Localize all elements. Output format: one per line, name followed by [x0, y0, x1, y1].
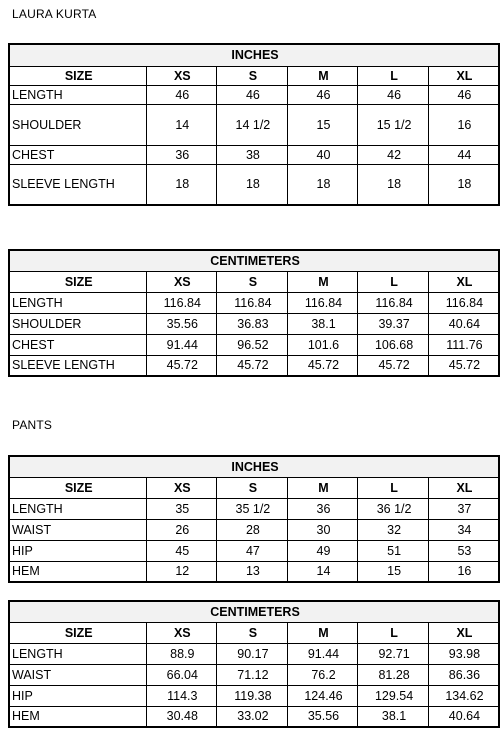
measurement-cell: 44 — [428, 145, 499, 164]
table-row — [9, 292, 499, 313]
pants-centimeters-table — [8, 600, 500, 728]
measurement-cell: 93.98 — [428, 643, 499, 664]
measurement-cell: 16 — [428, 561, 499, 582]
size-l-header: L — [358, 477, 429, 498]
measurement-cell: 96.52 — [217, 334, 288, 355]
measurement-cell: 90.17 — [217, 643, 288, 664]
size-xl-header: XL — [428, 622, 499, 643]
measurement-cell: 134.62 — [428, 685, 499, 706]
measurement-cell: 36 — [146, 145, 217, 164]
unit-header-row — [9, 250, 499, 271]
row-label: LENGTH — [9, 85, 146, 104]
size-s-header: S — [217, 271, 288, 292]
measurement-cell: 18 — [217, 164, 288, 205]
measurement-cell: 15 1/2 — [358, 104, 429, 145]
table-row — [9, 104, 499, 145]
measurement-cell: 45.72 — [287, 355, 358, 376]
size-s-header: S — [217, 622, 288, 643]
size-m-header: M — [287, 622, 358, 643]
measurement-cell: 46 — [146, 85, 217, 104]
measurement-cell: 13 — [217, 561, 288, 582]
measurement-cell: 129.54 — [358, 685, 429, 706]
measurement-cell: 124.46 — [287, 685, 358, 706]
measurement-cell: 14 — [146, 104, 217, 145]
measurement-cell: 45.72 — [146, 355, 217, 376]
table-row — [9, 561, 499, 582]
size-column-header: SIZE — [9, 271, 146, 292]
table-row — [9, 498, 499, 519]
measurement-cell: 30.48 — [146, 706, 217, 727]
size-column-header: SIZE — [9, 66, 146, 85]
pants-section-title: PANTS — [12, 418, 53, 432]
size-xs-header: XS — [146, 622, 217, 643]
measurement-cell: 106.68 — [358, 334, 429, 355]
measurement-cell: 38.1 — [358, 706, 429, 727]
size-xs-header: XS — [146, 477, 217, 498]
measurement-cell: 116.84 — [146, 292, 217, 313]
measurement-cell: 46 — [428, 85, 499, 104]
measurement-cell: 76.2 — [287, 664, 358, 685]
row-label: SLEEVE LENGTH — [9, 355, 146, 376]
size-s-header: S — [217, 477, 288, 498]
size-l-header: L — [358, 271, 429, 292]
measurement-cell: 36 — [287, 498, 358, 519]
row-label: HEM — [9, 706, 146, 727]
measurement-cell: 36.83 — [217, 313, 288, 334]
row-label: LENGTH — [9, 643, 146, 664]
row-label: HIP — [9, 685, 146, 706]
measurement-cell: 35.56 — [146, 313, 217, 334]
row-label: HIP — [9, 540, 146, 561]
measurement-cell: 49 — [287, 540, 358, 561]
row-label: SHOULDER — [9, 104, 146, 145]
measurement-cell: 14 — [287, 561, 358, 582]
size-header-row — [9, 66, 499, 85]
measurement-cell: 45 — [146, 540, 217, 561]
table-row — [9, 706, 499, 727]
measurement-cell: 81.28 — [358, 664, 429, 685]
table-row — [9, 664, 499, 685]
measurement-cell: 38 — [217, 145, 288, 164]
size-xl-header: XL — [428, 271, 499, 292]
measurement-cell: 40.64 — [428, 313, 499, 334]
measurement-cell: 30 — [287, 519, 358, 540]
size-column-header: SIZE — [9, 477, 146, 498]
measurement-cell: 46 — [217, 85, 288, 104]
size-column-header: SIZE — [9, 622, 146, 643]
table-row — [9, 334, 499, 355]
measurement-cell: 91.44 — [146, 334, 217, 355]
measurement-cell: 86.36 — [428, 664, 499, 685]
measurement-cell: 18 — [428, 164, 499, 205]
measurement-cell: 88.9 — [146, 643, 217, 664]
measurement-cell: 119.38 — [217, 685, 288, 706]
table-row — [9, 519, 499, 540]
measurement-cell: 40.64 — [428, 706, 499, 727]
table-row — [9, 643, 499, 664]
unit-label: INCHES — [9, 456, 499, 477]
unit-header-row — [9, 44, 499, 66]
row-label: WAIST — [9, 664, 146, 685]
measurement-cell: 15 — [287, 104, 358, 145]
table-row — [9, 145, 499, 164]
measurement-cell: 34 — [428, 519, 499, 540]
row-label: SLEEVE LENGTH — [9, 164, 146, 205]
unit-label: CENTIMETERS — [9, 250, 499, 271]
size-header-row — [9, 622, 499, 643]
unit-header-row — [9, 456, 499, 477]
size-l-header: L — [358, 622, 429, 643]
row-label: CHEST — [9, 334, 146, 355]
row-label: HEM — [9, 561, 146, 582]
measurement-cell: 66.04 — [146, 664, 217, 685]
measurement-cell: 45.72 — [428, 355, 499, 376]
measurement-cell: 39.37 — [358, 313, 429, 334]
measurement-cell: 40 — [287, 145, 358, 164]
measurement-cell: 38.1 — [287, 313, 358, 334]
measurement-cell: 26 — [146, 519, 217, 540]
measurement-cell: 116.84 — [428, 292, 499, 313]
table-row — [9, 355, 499, 376]
unit-header-row — [9, 601, 499, 622]
size-m-header: M — [287, 477, 358, 498]
table-row — [9, 540, 499, 561]
measurement-cell: 71.12 — [217, 664, 288, 685]
size-xl-header: XL — [428, 66, 499, 85]
measurement-cell: 101.6 — [287, 334, 358, 355]
measurement-cell: 45.72 — [358, 355, 429, 376]
pants-inches-table — [8, 455, 500, 583]
measurement-cell: 46 — [287, 85, 358, 104]
measurement-cell: 53 — [428, 540, 499, 561]
measurement-cell: 111.76 — [428, 334, 499, 355]
kurta-centimeters-table — [8, 249, 500, 377]
measurement-cell: 36 1/2 — [358, 498, 429, 519]
unit-label: INCHES — [9, 44, 499, 66]
measurement-cell: 32 — [358, 519, 429, 540]
table-row — [9, 685, 499, 706]
size-l-header: L — [358, 66, 429, 85]
measurement-cell: 12 — [146, 561, 217, 582]
table-row — [9, 164, 499, 205]
size-header-row — [9, 477, 499, 498]
measurement-cell: 91.44 — [287, 643, 358, 664]
measurement-cell: 47 — [217, 540, 288, 561]
table-row — [9, 85, 499, 104]
size-header-row — [9, 271, 499, 292]
measurement-cell: 28 — [217, 519, 288, 540]
measurement-cell: 18 — [287, 164, 358, 205]
kurta-inches-table — [8, 43, 500, 206]
measurement-cell: 35 — [146, 498, 217, 519]
measurement-cell: 16 — [428, 104, 499, 145]
measurement-cell: 33.02 — [217, 706, 288, 727]
table-row — [9, 313, 499, 334]
measurement-cell: 46 — [358, 85, 429, 104]
measurement-cell: 114.3 — [146, 685, 217, 706]
size-xl-header: XL — [428, 477, 499, 498]
size-xs-header: XS — [146, 271, 217, 292]
row-label: LENGTH — [9, 292, 146, 313]
kurta-section-title: LAURA KURTA — [12, 7, 97, 21]
measurement-cell: 14 1/2 — [217, 104, 288, 145]
measurement-cell: 92.71 — [358, 643, 429, 664]
measurement-cell: 116.84 — [287, 292, 358, 313]
size-m-header: M — [287, 66, 358, 85]
measurement-cell: 35 1/2 — [217, 498, 288, 519]
measurement-cell: 18 — [146, 164, 217, 205]
unit-label: CENTIMETERS — [9, 601, 499, 622]
measurement-cell: 35.56 — [287, 706, 358, 727]
row-label: CHEST — [9, 145, 146, 164]
row-label: SHOULDER — [9, 313, 146, 334]
measurement-cell: 45.72 — [217, 355, 288, 376]
measurement-cell: 15 — [358, 561, 429, 582]
measurement-cell: 42 — [358, 145, 429, 164]
measurement-cell: 18 — [358, 164, 429, 205]
measurement-cell: 116.84 — [358, 292, 429, 313]
size-xs-header: XS — [146, 66, 217, 85]
size-m-header: M — [287, 271, 358, 292]
measurement-cell: 116.84 — [217, 292, 288, 313]
measurement-cell: 37 — [428, 498, 499, 519]
measurement-cell: 51 — [358, 540, 429, 561]
row-label: WAIST — [9, 519, 146, 540]
size-s-header: S — [217, 66, 288, 85]
row-label: LENGTH — [9, 498, 146, 519]
